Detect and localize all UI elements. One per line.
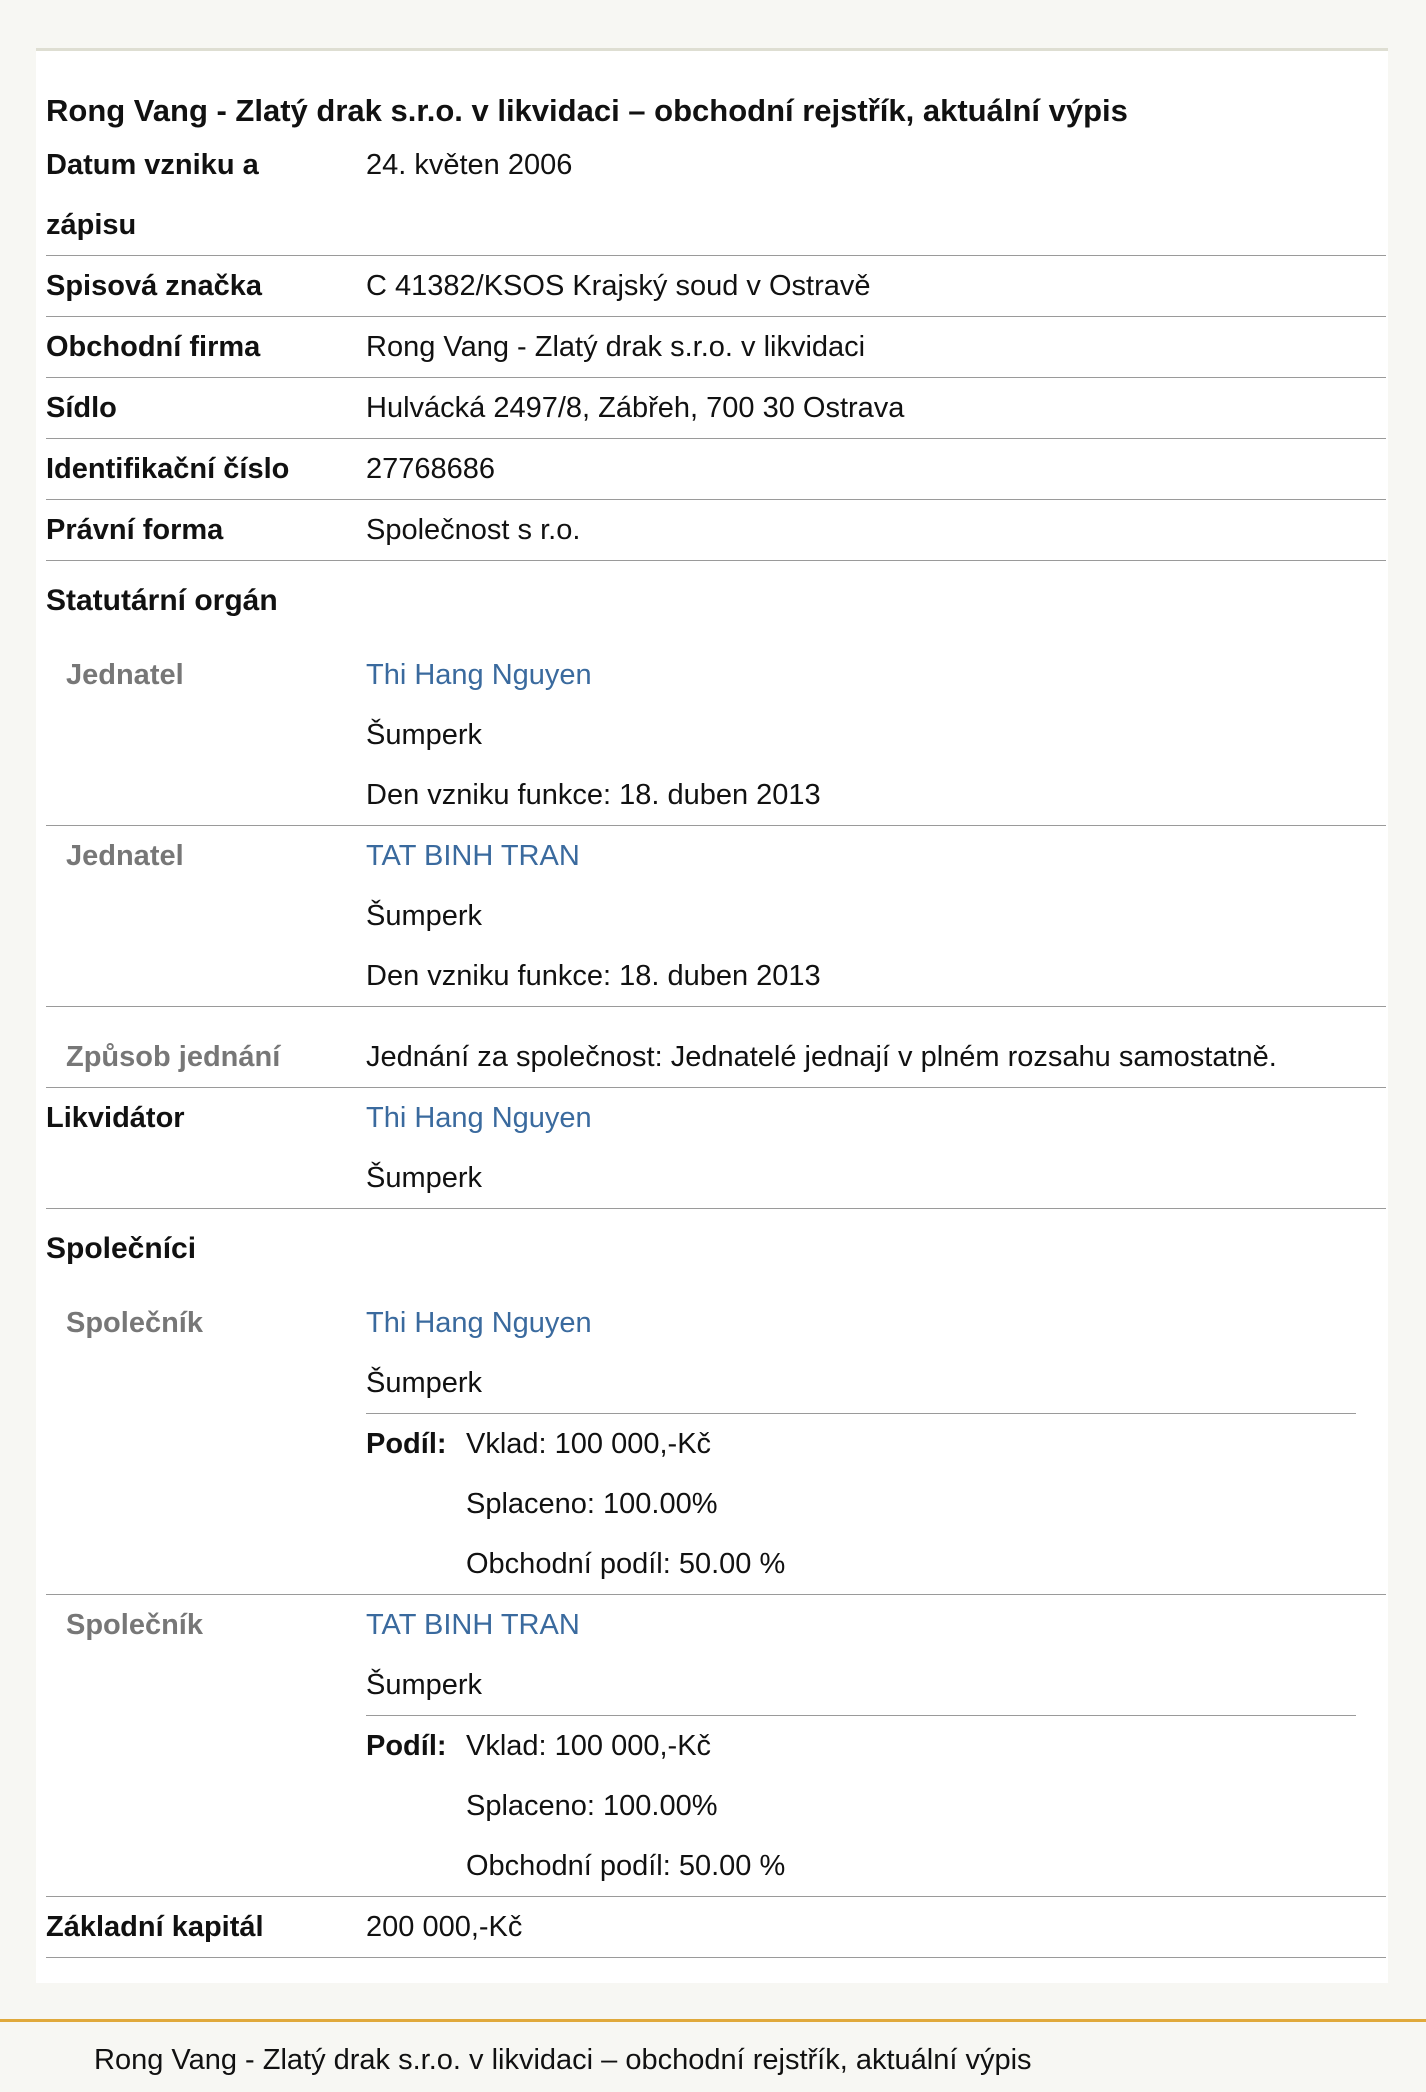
share-details — [466, 1414, 785, 1594]
member-role: Jednatel — [66, 840, 184, 872]
share-paid: Splaceno: 100.00% — [466, 1488, 718, 1520]
member-function-start: Den vzniku funkce: 18. duben 2013 — [366, 779, 821, 811]
field-row-datum-vzniku — [46, 135, 1386, 256]
zakladni-kapital-label: Základní kapitál — [46, 1911, 264, 1943]
field-row-ico — [46, 439, 1386, 500]
partner-entry — [46, 1595, 1386, 1897]
share-label: Podíl: — [366, 1428, 447, 1460]
partner-name-link[interactable]: Thi Hang Nguyen — [366, 1307, 592, 1339]
zpusob-jednani-label: Způsob jednání — [66, 1041, 281, 1073]
member-details — [366, 645, 821, 825]
field-value: Společnost s r.o. — [366, 514, 581, 546]
field-label: Identifikační číslo — [46, 453, 290, 485]
field-label: Obchodní firma — [46, 331, 261, 363]
likvidator-label: Likvidátor — [46, 1102, 185, 1134]
partner-name-link[interactable]: TAT BINH TRAN — [366, 1609, 580, 1641]
partner-place: Šumperk — [366, 1367, 483, 1399]
likvidator-place: Šumperk — [366, 1162, 483, 1194]
field-label-line: Datum vzniku a — [46, 149, 259, 181]
partner-details — [366, 1595, 1356, 1896]
field-value: 27768686 — [366, 453, 496, 485]
share-deposit: Vklad: 100 000,-Kč — [466, 1730, 712, 1762]
member-place: Šumperk — [366, 719, 483, 751]
field-row-obchodni-firma — [46, 317, 1386, 378]
register-extract-card — [36, 51, 1388, 1983]
field-label-line: zápisu — [46, 209, 137, 241]
zpusob-jednani-value: Jednání za společnost: Jednatelé jednají v plném rozsahu samostatně. — [366, 1041, 1277, 1073]
share-percentage: Obchodní podíl: 50.00 % — [466, 1548, 786, 1580]
share-block — [366, 1413, 1356, 1594]
footer-accent-divider — [0, 2019, 1426, 2022]
field-value: C 41382/KSOS Krajský soud v Ostravě — [366, 270, 871, 302]
partner-role: Společník — [66, 1609, 203, 1641]
partner-entry — [46, 1293, 1386, 1595]
partner-role: Společník — [66, 1307, 203, 1339]
member-name-link[interactable]: Thi Hang Nguyen — [366, 659, 592, 691]
partner-place: Šumperk — [366, 1669, 483, 1701]
zpusob-jednani-row — [46, 1007, 1386, 1088]
partner-details — [366, 1293, 1356, 1594]
field-row-sidlo — [46, 378, 1386, 439]
field-row-spisova-znacka — [46, 256, 1386, 317]
member-name-link[interactable]: TAT BINH TRAN — [366, 840, 580, 872]
field-label: Spisová značka — [46, 270, 262, 302]
statutory-member — [46, 826, 1386, 1007]
member-role: Jednatel — [66, 659, 184, 691]
zakladni-kapital-row — [46, 1897, 1386, 1958]
field-value: Hulvácká 2497/8, Zábřeh, 700 30 Ostrava — [366, 392, 905, 424]
document-title: Rong Vang - Zlatý drak s.r.o. v likvidaci – obchodní rejstřík, aktuální výpis — [46, 93, 1128, 128]
likvidator-row — [46, 1088, 1386, 1209]
member-details — [366, 826, 821, 1006]
likvidator-details — [366, 1088, 592, 1208]
member-place: Šumperk — [366, 900, 483, 932]
field-label: Právní forma — [46, 514, 224, 546]
zakladni-kapital-value: 200 000,-Kč — [366, 1911, 523, 1943]
card-content — [46, 91, 1386, 1958]
share-paid: Splaceno: 100.00% — [466, 1790, 718, 1822]
share-details — [466, 1716, 785, 1896]
field-value: Rong Vang - Zlatý drak s.r.o. v likvidaci — [366, 331, 866, 363]
footer-caption: Rong Vang - Zlatý drak s.r.o. v likvidaci – obchodní rejstřík, aktuální výpis — [94, 2044, 1032, 2076]
member-function-start: Den vzniku funkce: 18. duben 2013 — [366, 960, 821, 992]
field-label: Sídlo — [46, 392, 117, 424]
statutory-member — [46, 645, 1386, 826]
field-label — [46, 135, 366, 255]
field-row-pravni-forma — [46, 500, 1386, 561]
section-heading-spolecnici: Společníci — [46, 1232, 197, 1265]
likvidator-name-link[interactable]: Thi Hang Nguyen — [366, 1102, 592, 1134]
section-heading-statutarni-organ: Statutární orgán — [46, 584, 278, 617]
share-deposit: Vklad: 100 000,-Kč — [466, 1428, 712, 1460]
share-label: Podíl: — [366, 1730, 447, 1762]
share-block — [366, 1715, 1356, 1896]
share-percentage: Obchodní podíl: 50.00 % — [466, 1850, 786, 1882]
field-value: 24. květen 2006 — [366, 149, 573, 181]
